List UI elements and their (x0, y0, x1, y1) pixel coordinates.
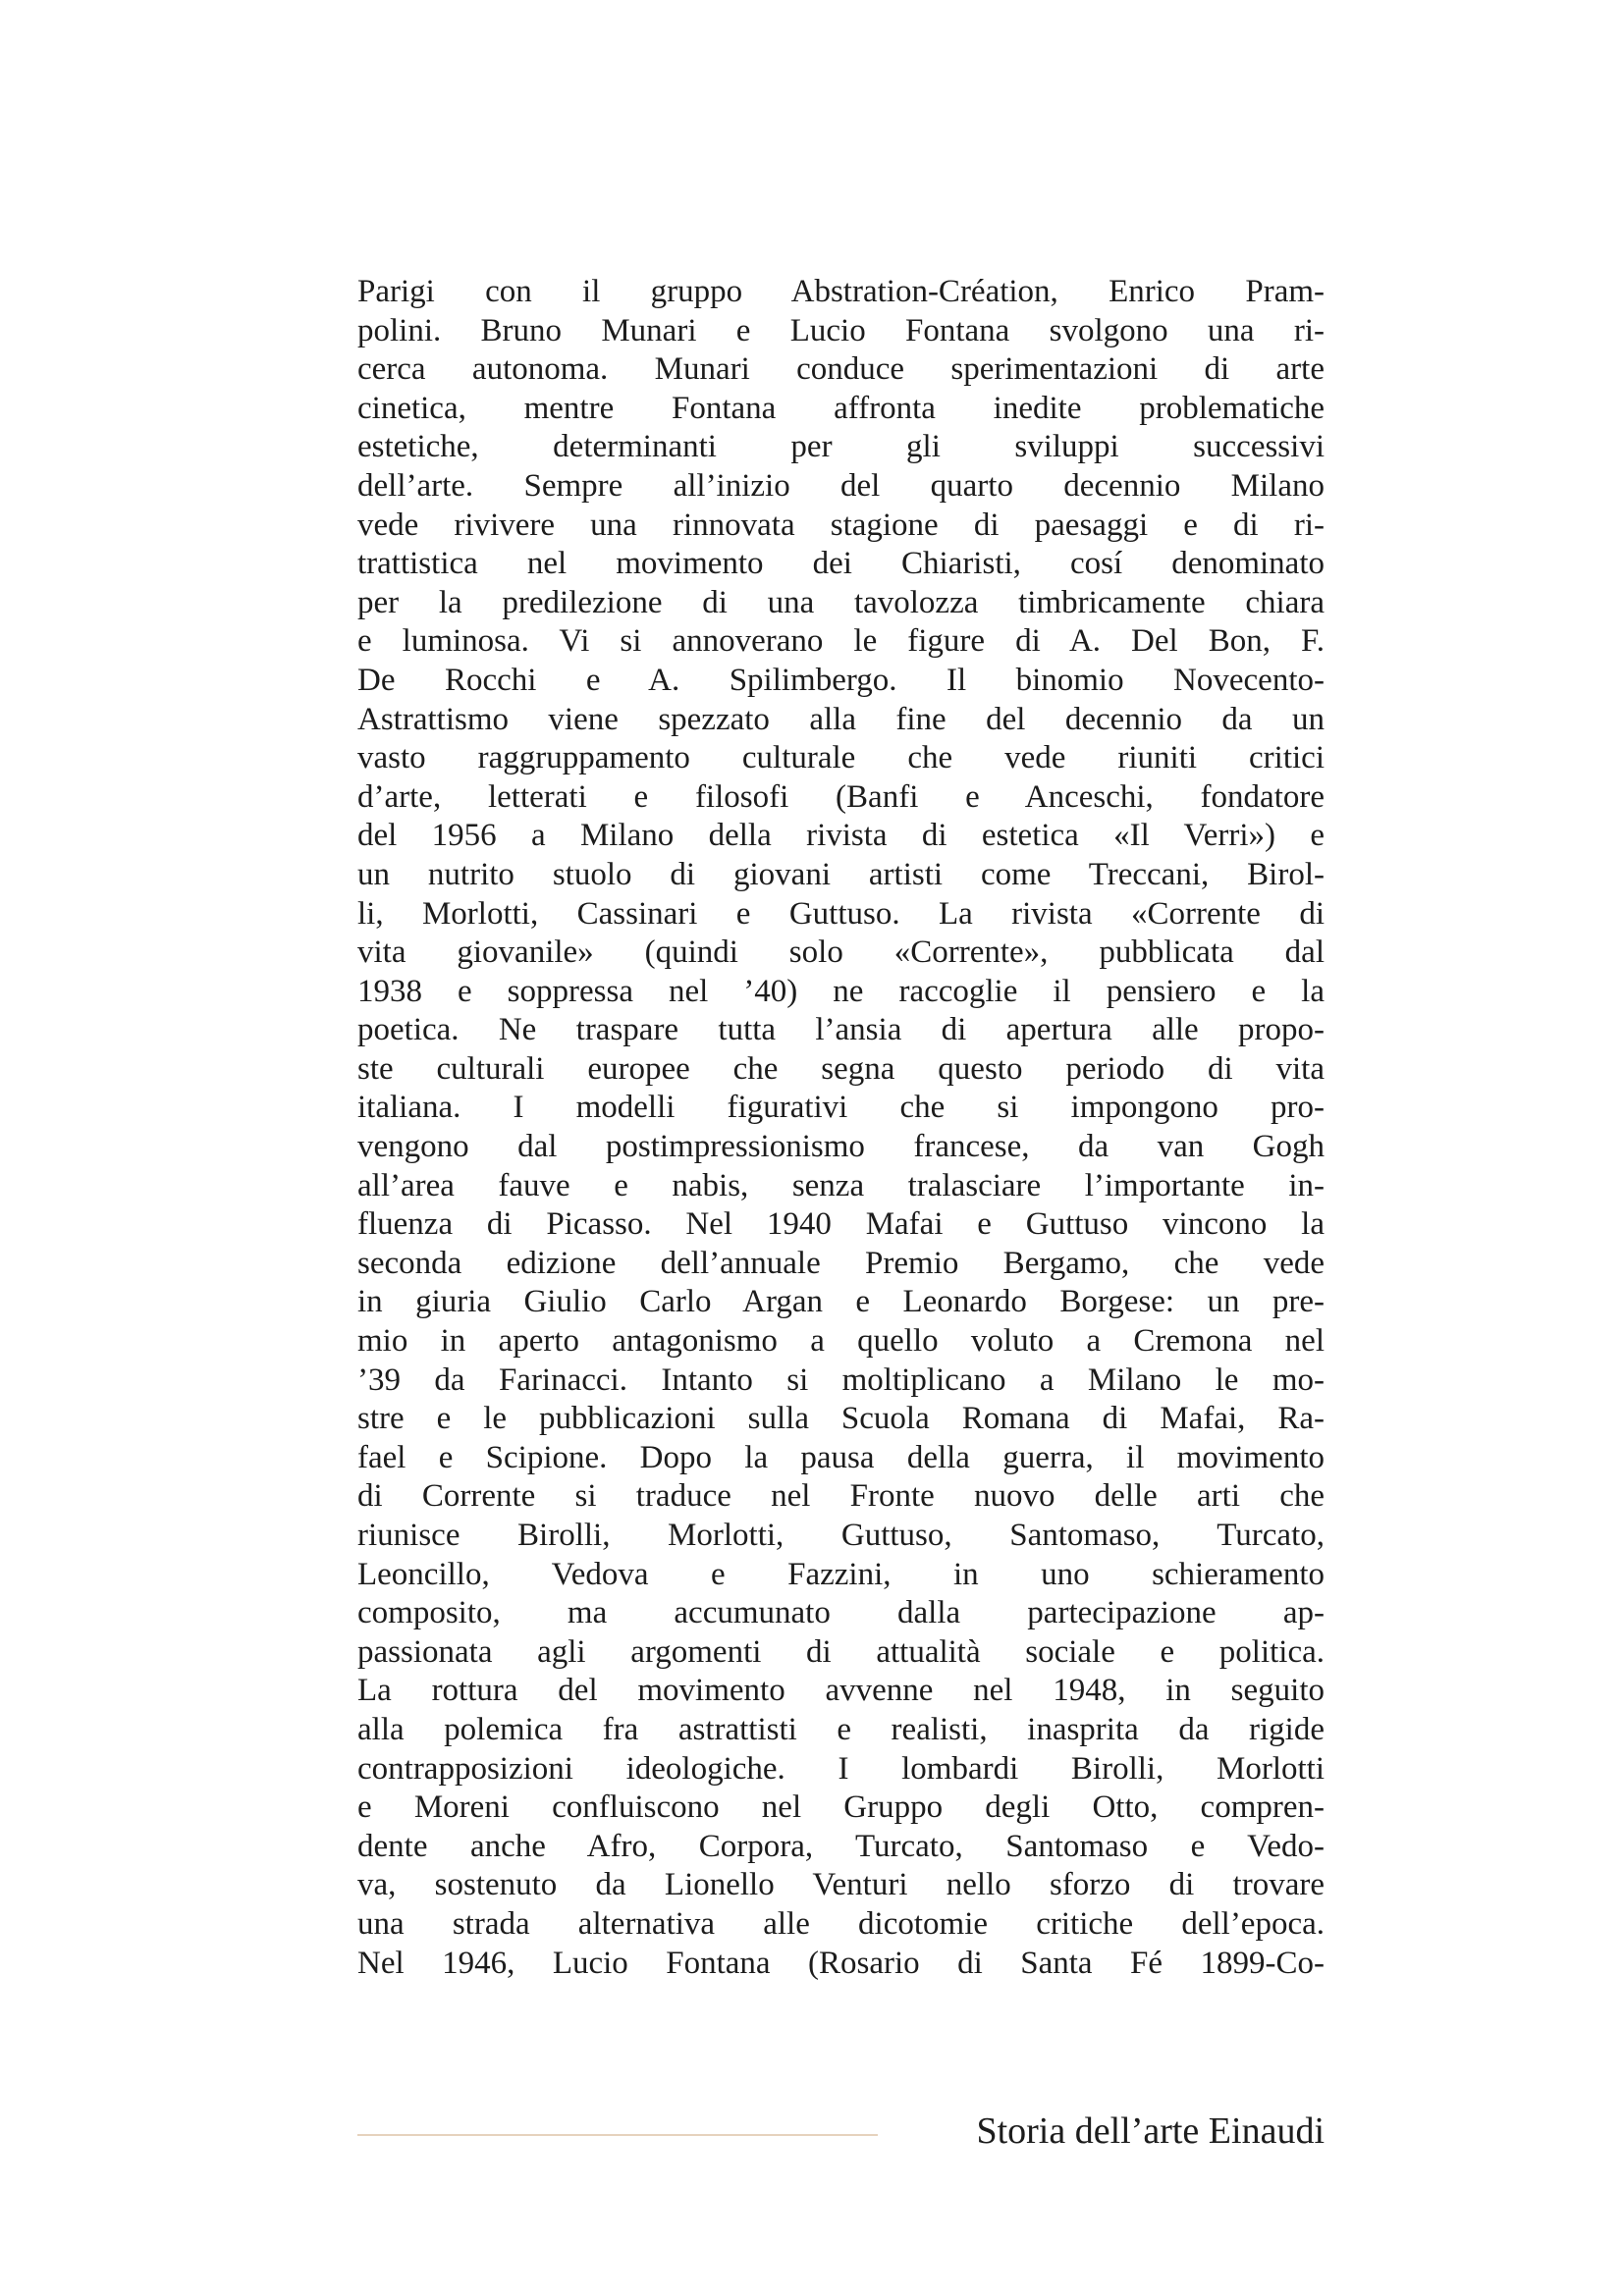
body-line: passionata agli argomenti di attualità sociale e politica. (357, 1633, 1325, 1670)
body-line: un nutrito stuolo di giovani artisti come Treccani, Birol- (357, 856, 1325, 892)
body-line: seconda edizione dell’annuale Premio Bergamo, che vede (357, 1245, 1325, 1281)
body-line: d’arte, letterati e filosofi (Banfi e Anceschi, fondatore (357, 778, 1325, 815)
body-line: contrapposizioni ideologiche. I lombardi Birolli, Morlotti (357, 1750, 1325, 1787)
body-line: e Moreni confluiscono nel Gruppo degli Otto, compren- (357, 1789, 1325, 1826)
body-line: De Rocchi e A. Spilimbergo. Il binomio Novecento- (357, 662, 1325, 698)
body-line: stre e le pubblicazioni sulla Scuola Romana di Mafai, Ra- (357, 1401, 1325, 1437)
body-line: polini. Bruno Munari e Lucio Fontana svolgono una ri- (357, 312, 1325, 348)
footer-title: Storia dell’arte Einaudi (976, 2110, 1325, 2152)
body-line: all’area fauve e nabis, senza tralasciare l’importante in- (357, 1167, 1325, 1203)
body-text (357, 273, 1325, 1983)
body-line: Parigi con il gruppo Abstration-Création, Enrico Pram- (357, 274, 1325, 309)
body-line: trattistica nel movimento dei Chiaristi, cosí denominato (357, 546, 1325, 582)
body-line: Leoncillo, Vedova e Fazzini, in uno schieramento (357, 1556, 1325, 1592)
body-line: La rottura del movimento avvenne nel 1948, in seguito (357, 1673, 1325, 1709)
body-line: composito, ma accumunato dalla partecipazione ap- (357, 1595, 1325, 1631)
body-line: in giuria Giulio Carlo Argan e Leonardo Borgese: un pre- (357, 1284, 1325, 1320)
body-line: una strada alternativa alle dicotomie critiche dell’epoca. (357, 1905, 1325, 1942)
body-line: riunisce Birolli, Morlotti, Guttuso, Santomaso, Turcato, (357, 1518, 1325, 1553)
body-line: va, sostenuto da Lionello Venturi nello sforzo di trovare (357, 1867, 1325, 1903)
body-line: vita giovanile» (quindi solo «Corrente», pubblicata dal (357, 934, 1325, 971)
body-line: poetica. Ne traspare tutta l’ansia di apertura alle propo- (357, 1012, 1325, 1048)
body-line: cerca autonoma. Munari conduce sperimentazioni di arte (357, 351, 1325, 388)
body-line: fluenza di Picasso. Nel 1940 Mafai e Guttuso vincono la (357, 1206, 1325, 1243)
body-line: mio in aperto antagonismo a quello voluto a Cremona nel (357, 1323, 1325, 1360)
body-line: per la predilezione di una tavolozza timbricamente chiara (357, 584, 1325, 620)
body-line: fael e Scipione. Dopo la pausa della guerra, il movimento (357, 1439, 1325, 1475)
body-line: alla polemica fra astrattisti e realisti, inasprita da rigide (357, 1711, 1325, 1747)
body-line: dell’arte. Sempre all’inizio del quarto decennio Milano (357, 467, 1325, 504)
body-line: vengono dal postimpressionismo francese, da van Gogh (357, 1129, 1325, 1165)
body-line: del 1956 a Milano della rivista di estetica «Il Verri») e (357, 818, 1325, 854)
body-line: cinetica, mentre Fontana affronta inedite problematiche (357, 390, 1325, 426)
body-line: Nel 1946, Lucio Fontana (Rosario di Santa Fé 1899-Co- (357, 1945, 1325, 1981)
page-footer (357, 2107, 1325, 2156)
body-line: li, Morlotti, Cassinari e Guttuso. La rivista «Corrente di (357, 895, 1325, 932)
body-line: dente anche Afro, Corpora, Turcato, Santomaso e Vedo- (357, 1828, 1325, 1864)
body-line: 1938 e soppressa nel ’40) ne raccoglie il pensiero e la (357, 973, 1325, 1009)
body-line: vasto raggruppamento culturale che vede riuniti critici (357, 740, 1325, 776)
footer-rule (357, 2134, 878, 2136)
body-line: di Corrente si traduce nel Fronte nuovo delle arti che (357, 1478, 1325, 1515)
body-line: Astrattismo viene spezzato alla fine del decennio da un (357, 701, 1325, 737)
body-line: estetiche, determinanti per gli sviluppi successivi (357, 429, 1325, 465)
body-line: italiana. I modelli figurativi che si impongono pro- (357, 1090, 1325, 1126)
body-line: vede rivivere una rinnovata stagione di paesaggi e di ri- (357, 507, 1325, 543)
body-line: ste culturali europee che segna questo periodo di vita (357, 1050, 1325, 1087)
body-line: e luminosa. Vi si annoverano le figure di A. Del Bon, F. (357, 623, 1325, 660)
body-line: ’39 da Farinacci. Intanto si moltiplicano a Milano le mo- (357, 1362, 1325, 1398)
